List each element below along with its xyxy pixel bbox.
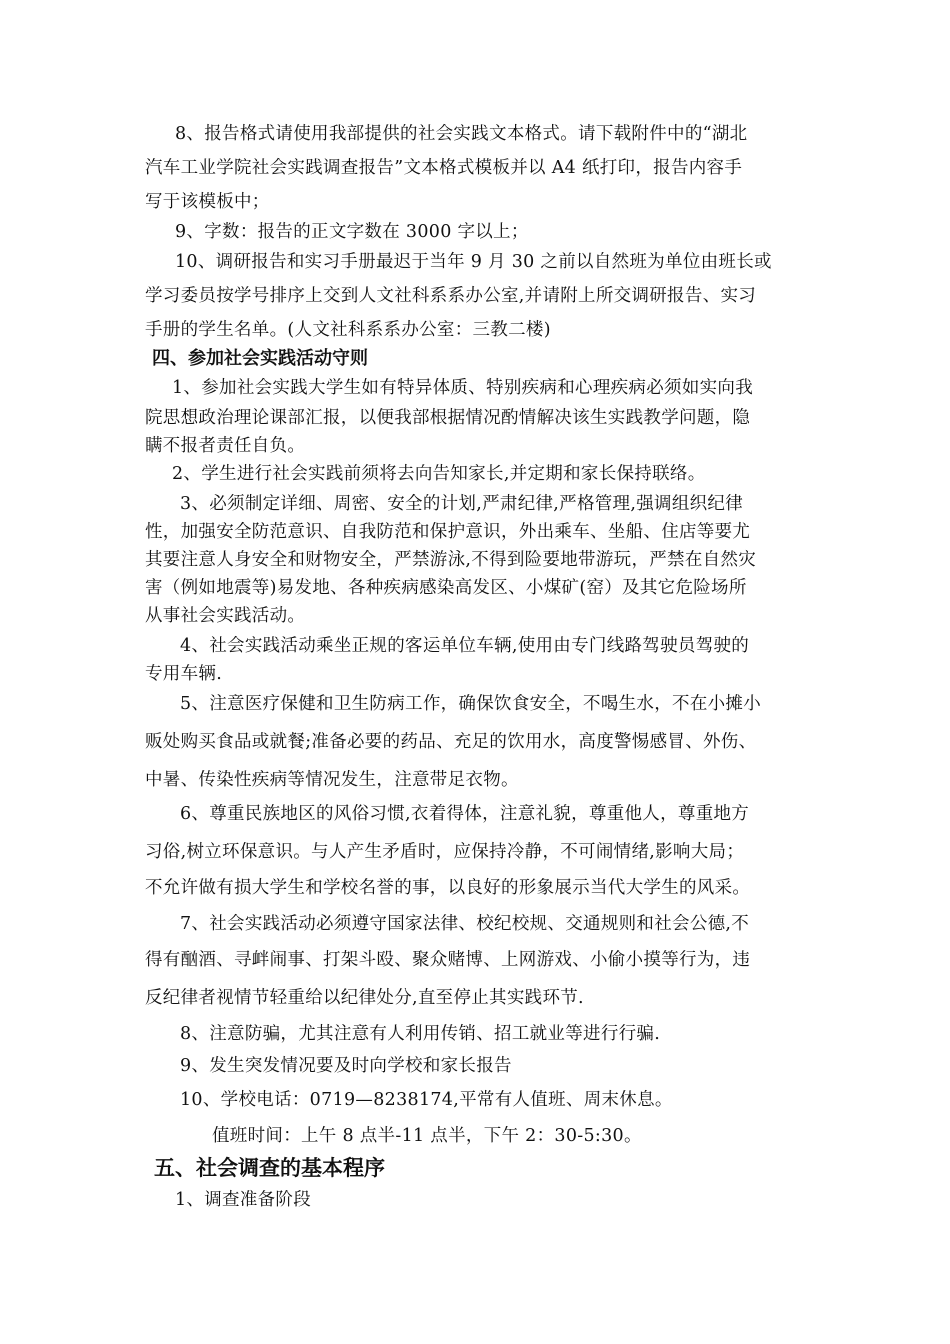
- paragraph-line: 5、注意医疗保健和卫生防病工作，确保饮食安全，不喝生水，不在小摊小: [180, 694, 762, 714]
- paragraph-line: 写于该模板中；: [145, 192, 270, 212]
- paragraph-line: 9、字数：报告的正文字数在 3000 字以上；: [175, 222, 529, 242]
- paragraph-line: 瞒不报者责任自负。: [145, 436, 306, 456]
- paragraph-line: 手册的学生名单。(人文社科系系办公室：三教二楼): [145, 320, 551, 340]
- paragraph-line: 贩处购买食品或就餐;准备必要的药品、充足的饮用水，高度警惕感冒、外伤、: [145, 732, 757, 752]
- paragraph-line: 中暑、传染性疾病等情况发生，注意带足衣物。: [145, 770, 519, 790]
- paragraph-line: 其要注意人身安全和财物安全，严禁游泳,不得到险要地带游玩，严禁在自然灾: [145, 550, 757, 570]
- paragraph-line: 值班时间：上午 8 点半-11 点半，下午 2：30-5:30。: [212, 1126, 642, 1146]
- paragraph-line: 9、发生突发情况要及时向学校和家长报告: [180, 1056, 512, 1076]
- paragraph-line: 7、社会实践活动必须遵守国家法律、校纪校规、交通规则和社会公德,不: [180, 914, 750, 934]
- paragraph-line: 院思想政治理论课部汇报，以便我部根据情况酌情解决该生实践教学问题，隐: [145, 408, 751, 428]
- paragraph-line: 害（例如地震等)易发地、各种疾病感染高发区、小煤矿(窑）及其它危险场所: [145, 578, 747, 598]
- paragraph-line: 从事社会实践活动。: [145, 606, 306, 626]
- paragraph-line: 6、尊重民族地区的风俗习惯,衣着得体，注意礼貌，尊重他人，尊重地方: [180, 804, 750, 824]
- paragraph-line: 2、学生进行社会实践前须将去向告知家长,并定期和家长保持联络。: [172, 464, 706, 484]
- paragraph-line: 专用车辆.: [145, 664, 223, 684]
- section-heading: 四、参加社会实践活动守则: [152, 348, 368, 369]
- paragraph-line: 学习委员按学号排序上交到人文社科系系办公室,并请附上所交调研报告、实习: [145, 286, 757, 306]
- section-heading: 五、社会调查的基本程序: [154, 1156, 385, 1180]
- paragraph-line: 8、注意防骗，尤其注意有人利用传销、招工就业等进行行骗.: [180, 1024, 661, 1044]
- paragraph-line: 习俗,树立环保意识。与人产生矛盾时，应保持冷静，不可闹情绪,影响大局；: [145, 842, 745, 862]
- paragraph-line: 汽车工业学院社会实践调查报告”文本格式模板并以 A4 纸打印，报告内容手: [145, 158, 743, 178]
- paragraph-line: 1、参加社会实践大学生如有特异体质、特别疾病和心理疾病必须如实向我: [172, 378, 754, 398]
- paragraph-line: 不允许做有损大学生和学校名誉的事，以良好的形象展示当代大学生的风采。: [145, 878, 751, 898]
- paragraph-line: 1、调查准备阶段: [175, 1190, 312, 1210]
- paragraph-line: 4、社会实践活动乘坐正规的客运单位车辆,使用由专门线路驾驶员驾驶的: [180, 636, 750, 656]
- paragraph-line: 反纪律者视情节轻重给以纪律处分,直至停止其实践环节.: [145, 988, 584, 1008]
- paragraph-line: 得有酗酒、寻衅闹事、打架斗殴、聚众赌博、上网游戏、小偷小摸等行为，违: [145, 950, 751, 970]
- paragraph-line: 10、学校电话：0719—8238174,平常有人值班、周末休息。: [180, 1090, 673, 1110]
- paragraph-line: 性，加强安全防范意识、自我防范和保护意识，外出乘车、坐船、住店等要尤: [145, 522, 751, 542]
- paragraph-line: 8、报告格式请使用我部提供的社会实践文本格式。请下载附件中的“湖北: [175, 124, 748, 144]
- paragraph-line: 3、必须制定详细、周密、安全的计划,严肃纪律,严格管理,强调组织纪律: [180, 494, 744, 514]
- paragraph-line: 10、调研报告和实习手册最迟于当年 9 月 30 之前以自然班为单位由班长或: [175, 252, 772, 272]
